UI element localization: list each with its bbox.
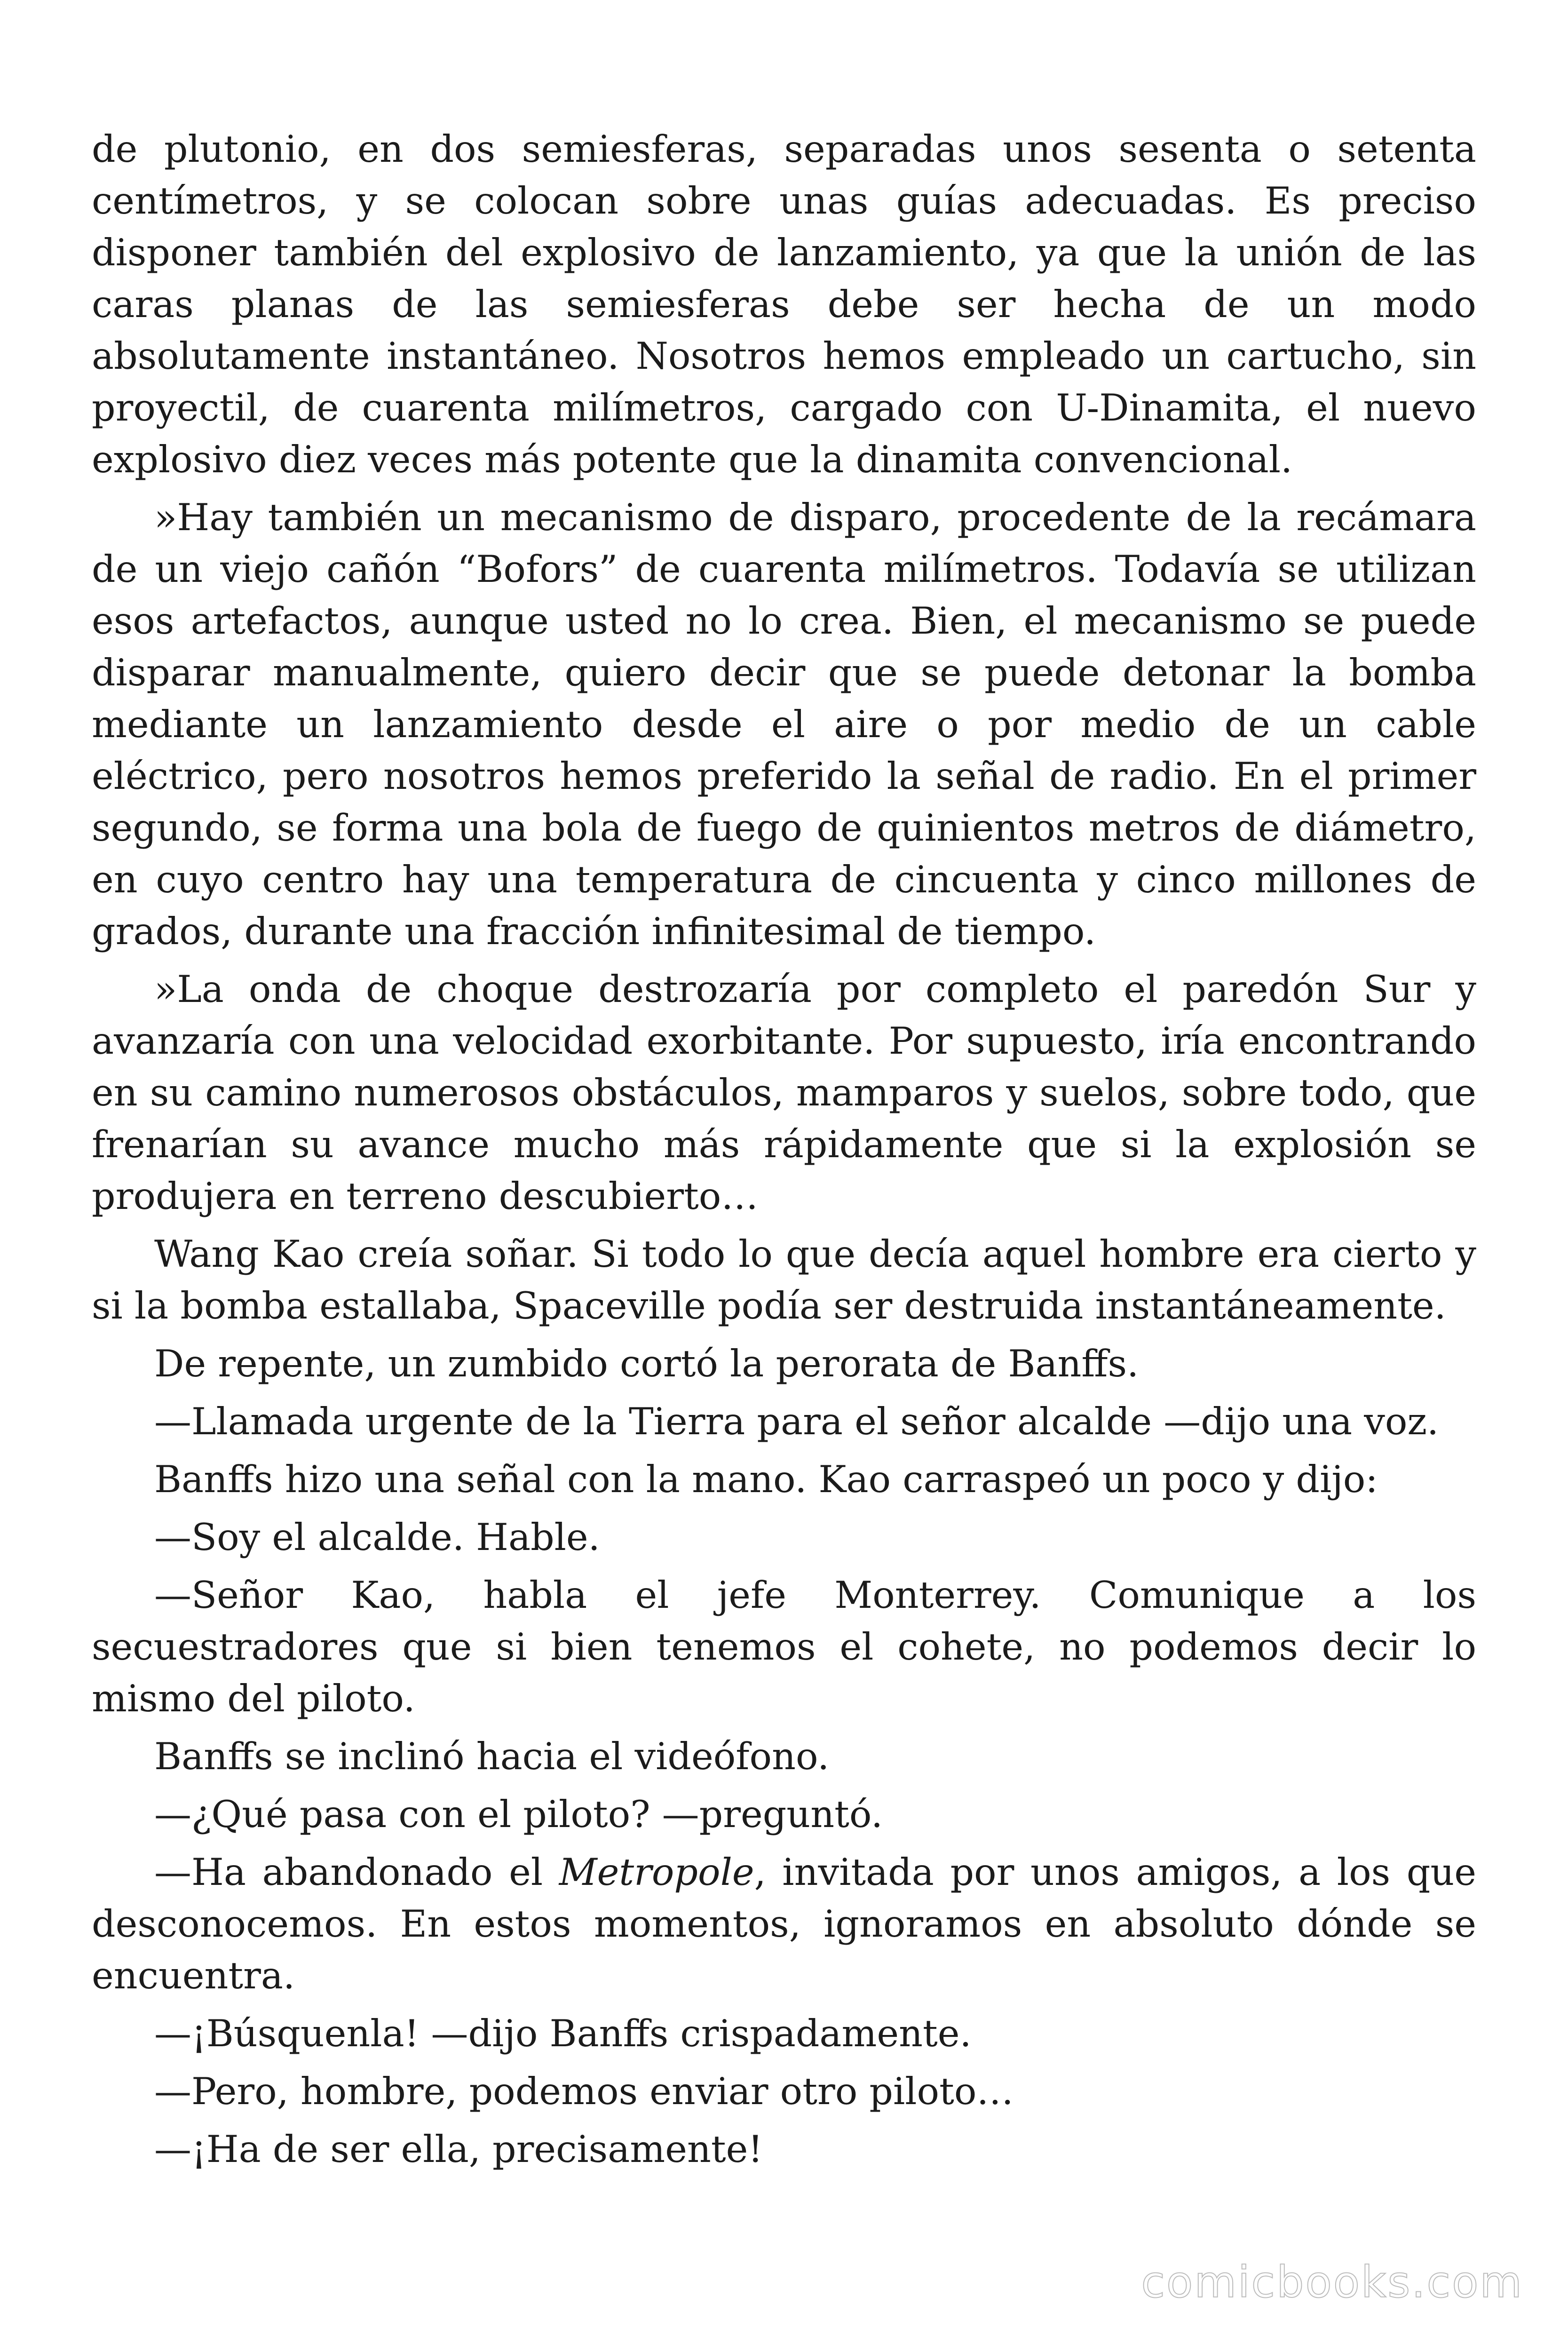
paragraph: —¡Búsquenla! —dijo Banffs crispadamente. [154,2012,972,2055]
paragraph [92,1846,1476,2002]
paragraph: de plutonio, en dos semiesferas, separadas unos sesenta o setenta centímetros, y se colocan sobre unas guías adecuadas. Es preciso disponer también del explosivo de lanzamiento, ya que la unión de las caras planas de las semiesferas debe ser hecha de un modo absolutamente instantáneo. Nosotros hemos empleado un cartucho, sin proyectil, de cuarenta milímetros, cargado con U-Dinamita, el nuevo explosivo diez veces más potente que la dinamita convencional. [92,127,1476,481]
paragraph-text: , invitada por unos amigos, a los que desconocemos. En estos momentos, ignoramos en absoluto dónde se encuentra. [92,1851,1476,1997]
paragraph-text: —Ha abandonado el [154,1851,559,1894]
paragraph: —Soy el alcalde. Hable. [154,1516,600,1559]
paragraph: —Pero, hombre, podemos enviar otro piloto… [154,2070,1014,2113]
paragraph: De repente, un zumbido cortó la perorata de Banffs. [154,1342,1139,1385]
paragraph: —¿Qué pasa con el piloto? —preguntó. [154,1793,883,1836]
italic-title: Metropole [559,1851,754,1894]
paragraph: —Llamada urgente de la Tierra para el señor alcalde —dijo una voz. [154,1400,1439,1443]
paragraph: —¡Ha de ser ella, precisamente! [154,2128,763,2171]
paragraph: —Señor Kao, habla el jefe Monterrey. Comunique a los secuestradores que si bien tenemos el cohete, no podemos decir lo mismo del piloto. [92,1573,1476,1720]
paragraph: »La onda de choque destrozaría por completo el paredón Sur y avanzaría con una velocidad exorbitante. Por supuesto, iría encontrando en su camino numerosos obstáculos, mamparos y suelos, sobre todo, que frenarían su avance mucho más rápidamente que si la explosión se produjera en terreno descubierto… [92,968,1476,1218]
page-body [92,123,1476,2181]
paragraph: Wang Kao creía soñar. Si todo lo que decía aquel hombre era cierto y si la bomba estallaba, Spaceville podía ser destruida instantáneamente. [92,1232,1476,1327]
paragraph: Banffs hizo una señal con la mano. Kao carraspeó un poco y dijo: [154,1458,1378,1501]
watermark: comicbooks.com [1141,2257,1523,2307]
paragraph: Banffs se inclinó hacia el videófono. [154,1735,830,1778]
paragraph: »Hay también un mecanismo de disparo, procedente de la recámara de un viejo cañón “Bofors” de cuarenta milímetros. Todavía se utilizan esos artefactos, aunque usted no lo crea. Bien, el mecanismo se puede disparar manualmente, quiero decir que se puede detonar la bomba mediante un lanzamiento desde el aire o por medio de un cable eléctrico, pero nosotros hemos preferido la señal de radio. En el primer segundo, se forma una bola de fuego de quinientos metros de diámetro, en cuyo centro hay una temperatura de cincuenta y cinco millones de grados, durante una fracción infinitesimal de tiempo. [92,496,1476,953]
